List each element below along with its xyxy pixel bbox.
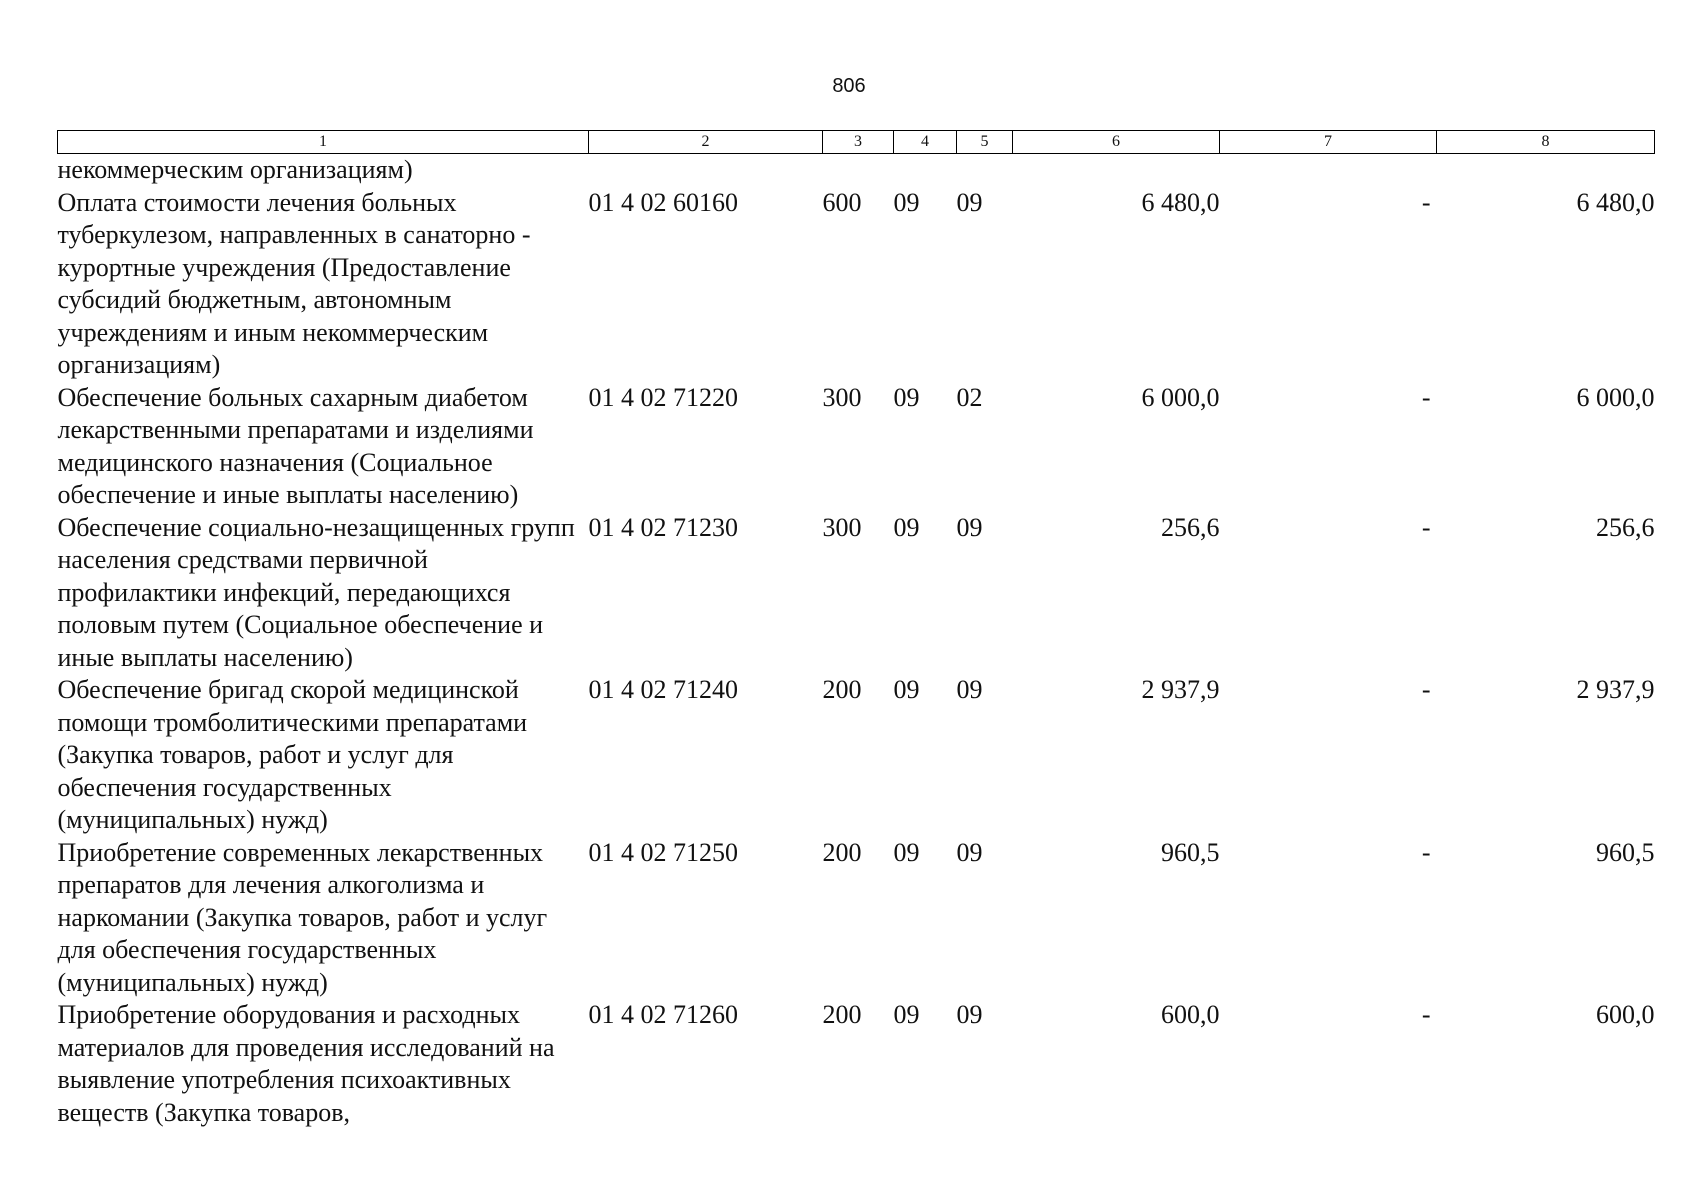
table-row [58, 999, 1655, 1129]
row-col-6: 6 000,0 [1141, 382, 1220, 412]
header-col-8: 8 [1437, 131, 1655, 154]
row-col-7: - [1421, 382, 1431, 412]
row-code: 01 4 02 71240 [588, 675, 738, 704]
row-col-8: 6 000,0 [1576, 382, 1655, 412]
row-col-4: 09 [893, 512, 920, 542]
row-name: Приобретение современных лекарственных препаратов для лечения алкоголизма и наркомании (Закупка товаров, работ и услуг для обеспечения государственных (муниципальных) нужд) [57, 837, 548, 997]
page-number: 806 [832, 75, 866, 97]
row-name: Обеспечение больных сахарным диабетом лекарственными препаратами и изделиями медицинского назначения (Социальное обеспечение и иные выплаты населению) [57, 382, 534, 509]
row-col-7: - [1421, 837, 1431, 867]
header-col-1: 1 [58, 131, 589, 154]
row-col-5: 09 [956, 512, 983, 542]
row-code: 01 4 02 71250 [588, 837, 738, 867]
header-col-6: 6 [1013, 131, 1220, 154]
row-col-3: 600 [822, 187, 862, 217]
row-col-3 [823, 154, 894, 187]
table-row [58, 187, 1655, 382]
row-col-5 [957, 154, 1013, 187]
row-col-8: 960,5 [1596, 837, 1655, 867]
row-col-8: 6 480,0 [1576, 187, 1655, 217]
row-col-7: - [1421, 675, 1431, 704]
row-col-4: 09 [893, 837, 920, 867]
header-col-3: 3 [823, 131, 894, 154]
row-name: Приобретение оборудования и расходных материалов для проведения исследований на выявление употребления психоактивных веществ (Закупка товаров, [57, 1000, 555, 1127]
row-code [589, 154, 823, 187]
row-code: 01 4 02 60160 [588, 187, 738, 217]
header-col-4: 4 [894, 131, 957, 154]
header-col-5: 5 [957, 131, 1013, 154]
row-col-8: 2 937,9 [1576, 675, 1655, 704]
row-col-3: 200 [822, 1000, 862, 1029]
row-col-4: 09 [893, 382, 920, 412]
budget-table [57, 130, 1655, 1129]
row-col-6: 256,6 [1161, 512, 1220, 542]
row-code: 01 4 02 71230 [588, 512, 738, 542]
row-col-7: - [1421, 1000, 1431, 1029]
row-col-6: 6 480,0 [1141, 187, 1220, 217]
row-col-5: 09 [956, 675, 983, 704]
row-col-3: 200 [822, 675, 862, 704]
column-number-header [58, 131, 1655, 154]
row-col-3: 300 [822, 512, 862, 542]
row-col-4: 09 [893, 675, 920, 704]
row-col-6: 600,0 [1161, 1000, 1220, 1029]
row-name: Оплата стоимости лечения больных туберкулезом, направленных в санаторно - курортные учреждения (Предоставление субсидий бюджетным, автономным учреждениям и иным некоммерческим организациям) [57, 187, 531, 379]
table-row [58, 512, 1655, 675]
row-col-5: 09 [956, 1000, 983, 1029]
row-name: некоммерческим организациям) [57, 155, 413, 184]
row-name: Обеспечение социально-незащищенных групп населения средствами первичной профилактики инфекций, передающихся половым путем (Социальное обеспечение и иные выплаты населению) [57, 512, 575, 672]
row-col-4: 09 [893, 1000, 920, 1029]
row-col-7: - [1421, 512, 1431, 542]
table-row [58, 837, 1655, 1000]
row-col-5: 02 [956, 382, 983, 412]
row-col-3: 300 [822, 382, 862, 412]
row-col-5: 09 [956, 187, 983, 217]
row-code: 01 4 02 71260 [588, 1000, 738, 1029]
row-col-8: 256,6 [1596, 512, 1655, 542]
row-col-8 [1437, 154, 1655, 187]
row-col-6 [1013, 154, 1220, 187]
row-col-5: 09 [956, 837, 983, 867]
row-code: 01 4 02 71220 [588, 382, 738, 412]
row-col-8: 600,0 [1596, 1000, 1655, 1029]
header-col-7: 7 [1220, 131, 1437, 154]
row-col-7: - [1421, 187, 1431, 217]
table-row [58, 674, 1655, 837]
row-name: Обеспечение бригад скорой медицинской помощи тромболитическими препаратами (Закупка товаров, работ и услуг для обеспечения государственных (муниципальных) нужд) [57, 675, 528, 834]
table-row [58, 154, 1655, 187]
table-row [58, 382, 1655, 512]
header-col-2: 2 [589, 131, 823, 154]
row-col-6: 960,5 [1161, 837, 1220, 867]
row-col-4: 09 [893, 187, 920, 217]
row-col-6: 2 937,9 [1141, 675, 1220, 704]
row-col-4 [894, 154, 957, 187]
row-col-3: 200 [822, 837, 862, 867]
row-col-7 [1220, 154, 1437, 187]
